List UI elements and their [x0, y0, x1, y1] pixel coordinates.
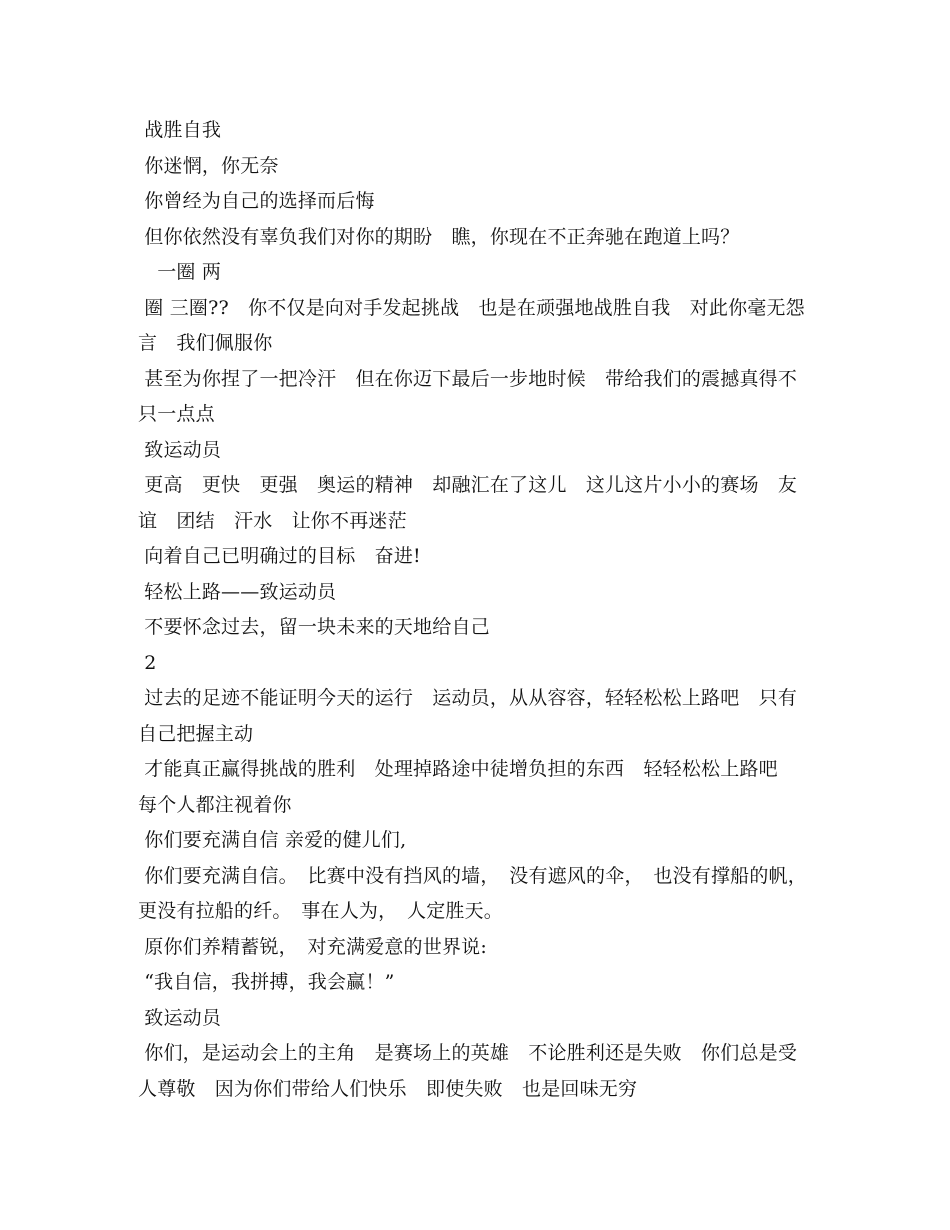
- paragraph: 一圈 两: [138, 261, 222, 283]
- page-number: 2: [138, 651, 157, 674]
- paragraph: 你曾经为自己的选择而后悔: [138, 190, 375, 212]
- paragraph: 但你依然没有辜负我们对你的期盼 瞧，你现在不正奔驰在跑道上吗？: [138, 225, 740, 248]
- paragraph: 过去的足迹不能证明今天的运行 运动员，从从容容，轻轻松松上路吧 只有自己把握主动: [138, 687, 798, 745]
- paragraph: 圈 三圈?? 你不仅是向对手发起挑战 也是在顽强地战胜自我 对此你毫无怨言 我们佩服你: [138, 296, 805, 354]
- paragraph: 你们要充满自信 亲爱的健儿们,: [138, 829, 407, 851]
- section-heading: 致运动员: [138, 438, 222, 461]
- paragraph: 甚至为你捏了一把冷汗 但在你迈下最后一步地时候 带给我们的震撼真得不只一点点: [138, 367, 798, 425]
- paragraph: 向着自己已明确过的目标 奋进!: [138, 545, 421, 567]
- paragraph: 更高 更快 更强 奥运的精神 却融汇在了这儿 这儿这片小小的赛场 友谊 团结 汗水 让你不再迷茫: [138, 474, 798, 532]
- section-heading: 致运动员: [138, 1006, 222, 1029]
- document-body: [138, 113, 817, 1107]
- paragraph: 才能真正赢得挑战的胜利 处理掉路途中徒增负担的东西 轻轻松松上路吧 每个人都注视着你: [138, 758, 798, 816]
- paragraph: 你迷惘，你无奈: [138, 154, 279, 177]
- paragraph: 你们要充满自信。 比赛中没有挡风的墙， 没有遮风的伞， 也没有撑船的帆， 更没有拉船的纤。 事在人为， 人定胜天。: [138, 864, 817, 922]
- quote: “我自信，我拼搏，我会赢！”: [138, 971, 395, 993]
- paragraph: 你们，是运动会上的主角 是赛场上的英雄 不论胜利还是失败 你们总是受人尊敬 因为你们带给人们快乐 即使失败 也是回味无穷: [138, 1042, 798, 1100]
- section-heading: 轻松上路——致运动员: [138, 580, 337, 603]
- paragraph: 不要怀念过去，留一块未来的天地给自己: [138, 616, 490, 638]
- paragraph: 原你们养精蓄锐， 对充满爱意的世界说:: [138, 935, 487, 958]
- paragraph-title: 战胜自我: [138, 119, 222, 141]
